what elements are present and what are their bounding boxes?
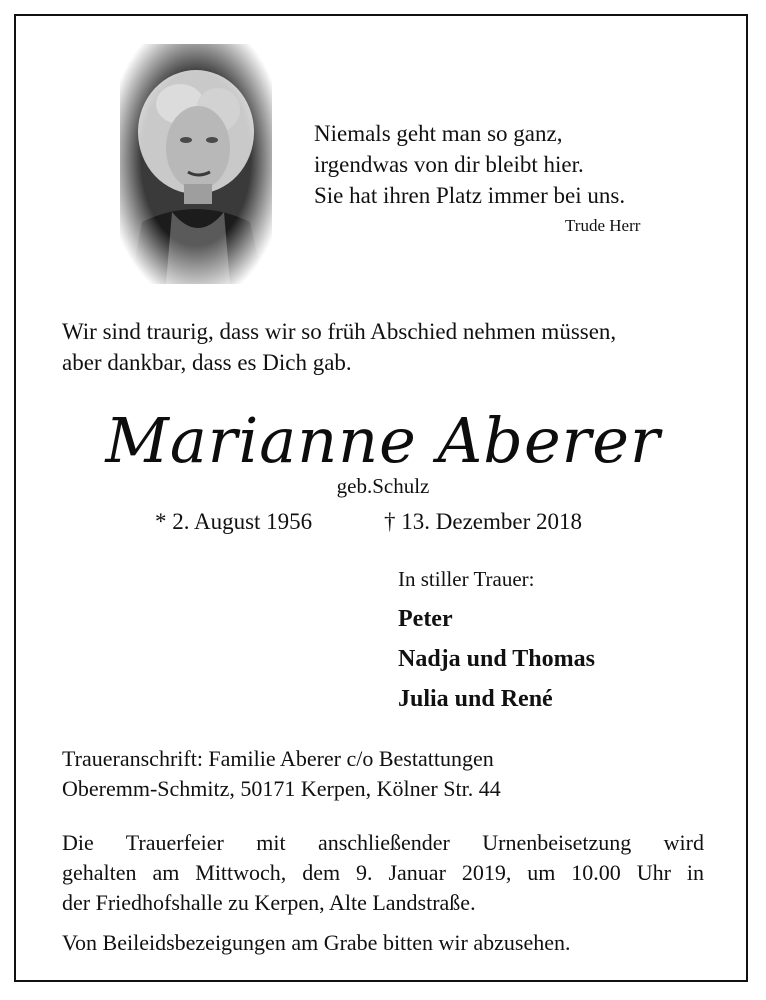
portrait-photo bbox=[120, 44, 272, 284]
mourner-name: Nadja und Thomas bbox=[398, 646, 595, 672]
service-line: der Friedhofshalle zu Kerpen, Alte Landstraße. bbox=[62, 890, 476, 915]
portrait-illustration bbox=[120, 44, 272, 284]
death-date: † 13. Dezember 2018 bbox=[384, 509, 582, 534]
mourning-address bbox=[62, 744, 501, 804]
mourning-intro: In stiller Trauer: bbox=[398, 567, 535, 591]
funeral-service-info bbox=[62, 828, 704, 918]
quote bbox=[314, 118, 625, 211]
mourner-name: Peter bbox=[398, 606, 453, 632]
quote-line: irgendwas von dir bleibt hier. bbox=[314, 152, 584, 177]
service-line: Die Trauerfeier mit anschließender Urnenbeisetzung wird bbox=[62, 830, 704, 855]
quote-line: Niemals geht man so ganz, bbox=[314, 121, 563, 146]
birth-date: * 2. August 1956 bbox=[155, 509, 313, 534]
quote-line: Sie hat ihren Platz immer bei uns. bbox=[314, 183, 626, 208]
intro-text bbox=[62, 316, 616, 378]
service-line: gehalten am Mittwoch, dem 9. Januar 2019, um 10.00 Uhr in bbox=[62, 860, 704, 885]
intro-line: Wir sind traurig, dass wir so früh Abschied nehmen müssen, bbox=[62, 319, 617, 344]
maiden-name: geb.Schulz bbox=[336, 474, 430, 498]
condolence-request: Von Beileidsbezeigungen am Grabe bitten wir abzusehen. bbox=[62, 930, 571, 955]
address-line: Oberemm-Schmitz, 50171 Kerpen, Kölner Str. 44 bbox=[62, 776, 501, 801]
intro-line: aber dankbar, dass es Dich gab. bbox=[62, 350, 352, 375]
mourner-name: Julia und René bbox=[398, 686, 553, 712]
deceased-name: Marianne Aberer bbox=[105, 404, 661, 477]
address-line: Traueranschrift: Familie Aberer c/o Bestattungen bbox=[62, 746, 494, 771]
quote-author: Trude Herr bbox=[565, 216, 641, 235]
